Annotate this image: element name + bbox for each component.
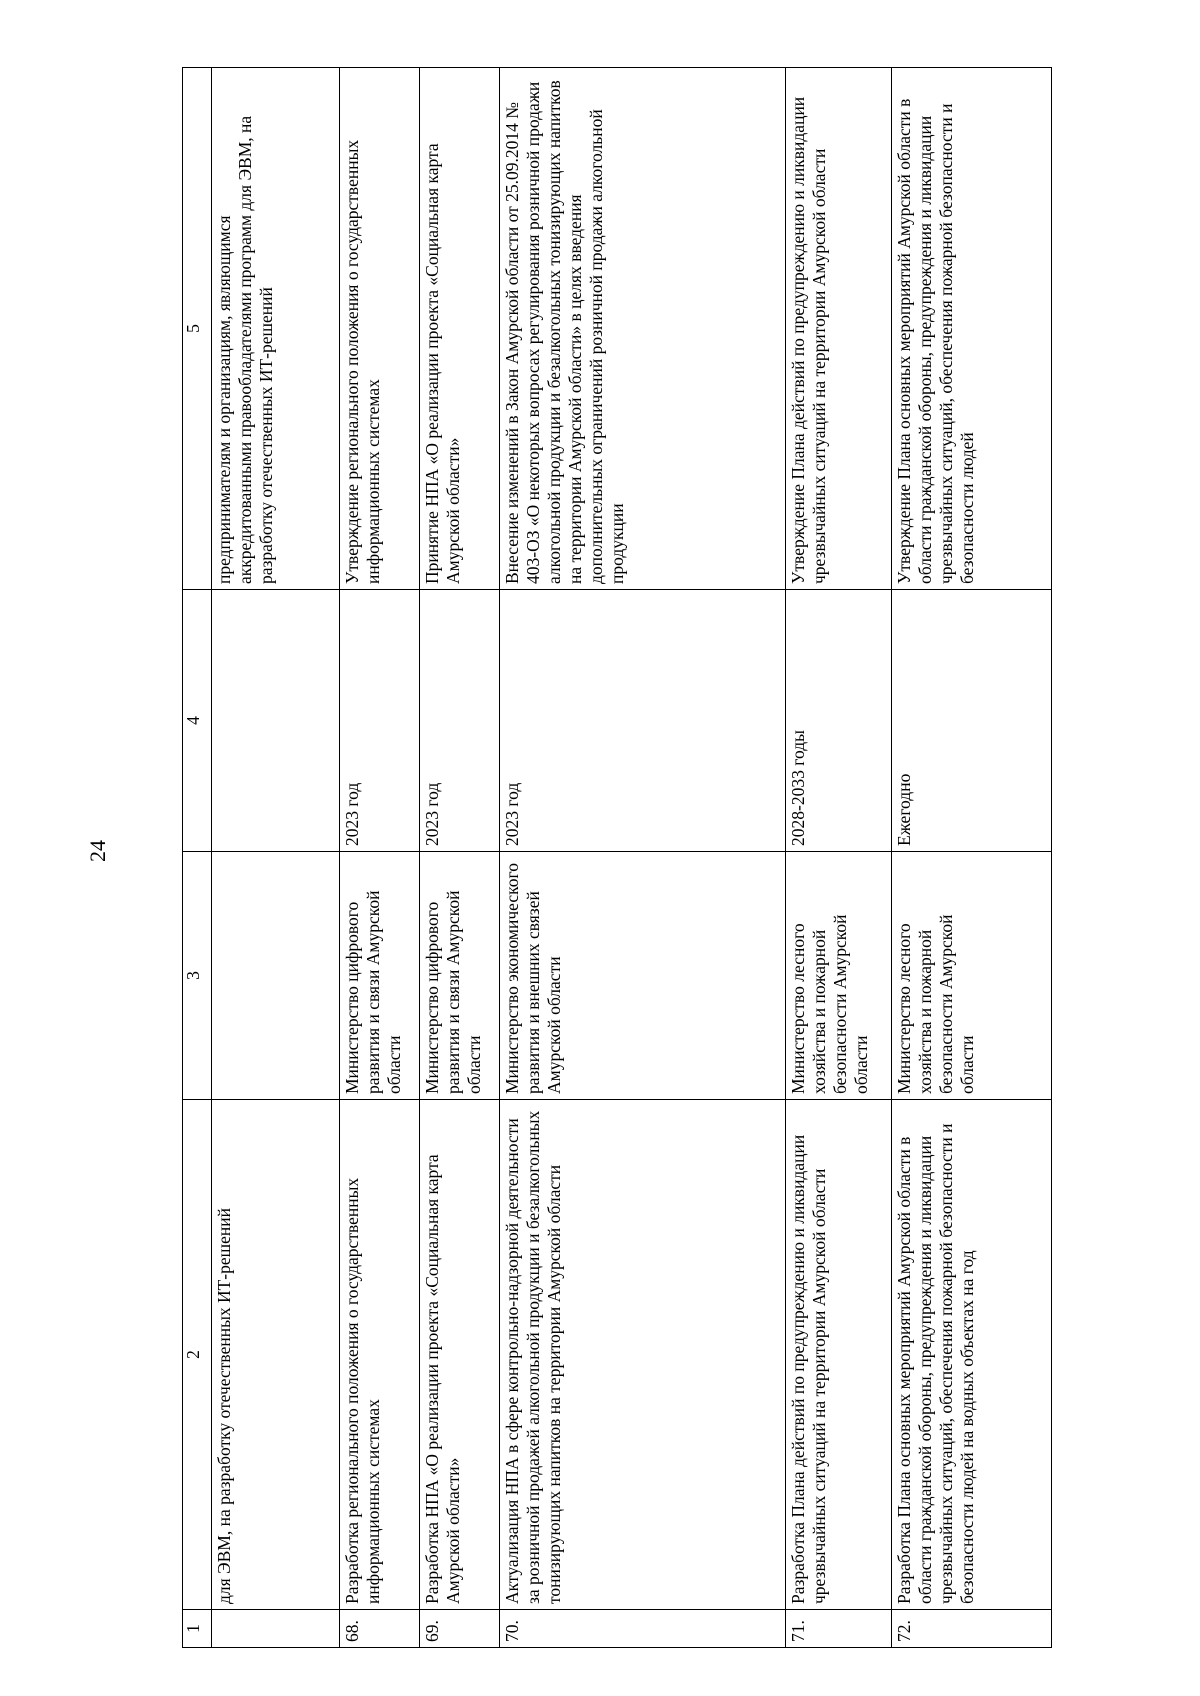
column-number: 4: [183, 590, 212, 852]
table-row: [892, 68, 1052, 1648]
column-number: 1: [183, 1610, 212, 1648]
task-cell: Разработка Плана действий по предупреждению и ликвидации чрезвычайных ситуаций на территории Амурской области: [786, 1100, 892, 1610]
executor-cell: Министерство цифрового развития и связи Амурской области: [340, 852, 420, 1100]
table-row: [786, 68, 892, 1648]
task-cell: Разработка НПА «О реализации проекта «Социальная карта Амурской области»: [420, 1100, 500, 1610]
row-number: 68.: [340, 1610, 420, 1648]
table-row: [212, 68, 340, 1648]
term-cell: 2023 год: [500, 590, 786, 852]
term-cell: 2028-2033 годы: [786, 590, 892, 852]
term-cell: Ежегодно: [892, 590, 1052, 852]
table-row: [340, 68, 420, 1648]
result-cell: Утверждение Плана основных мероприятий Амурской области в области гражданской обороны, предупреждения и ликвидации чрезвычайных ситуаций, обеспечения пожарной безопасности и безопасности людей: [892, 68, 1052, 590]
row-number: 71.: [786, 1610, 892, 1648]
executor-cell: Министерство лесного хозяйства и пожарной безопасности Амурской области: [892, 852, 1052, 1100]
executor-cell: Министерство лесного хозяйства и пожарной безопасности Амурской области: [786, 852, 892, 1100]
result-cell: Внесение изменений в Закон Амурской области от 25.09.2014 № 403-ОЗ «О некоторых вопросах регулирования розничной продажи алкогольной продукции и безалкогольных тонизирующих напитков на территории Амурской области» в целях введения дополнительных ограничений розничной продажи алкогольной продукции: [500, 68, 786, 590]
table-row: [500, 68, 786, 1648]
result-cell: Утверждение регионального положения о государственных информационных системах: [340, 68, 420, 590]
plan-table: [182, 67, 1052, 1648]
task-cell: Разработка Плана основных мероприятий Амурской области в области гражданской обороны, предупреждения и ликвидации чрезвычайных ситуаций, обеспечения пожарной безопасности и безопасности людей на водных объектах на год: [892, 1100, 1052, 1610]
term-cell: 2023 год: [420, 590, 500, 852]
table-row: [420, 68, 500, 1648]
result-cell: предпринимателям и организациям, являющимся аккредитованными правообладателями программ для ЭВМ, на разработку отечественных ИТ-решений: [212, 68, 340, 590]
task-cell: для ЭВМ, на разработку отечественных ИТ-решений: [212, 1100, 340, 1610]
term-cell: [212, 590, 340, 852]
rotated-table-region: [182, 68, 1132, 1648]
executor-cell: Министерство цифрового развития и связи Амурской области: [420, 852, 500, 1100]
column-number: 3: [183, 852, 212, 1100]
column-number-row: [183, 68, 212, 1648]
result-cell: Утверждение Плана действий по предупреждению и ликвидации чрезвычайных ситуаций на территории Амурской области: [786, 68, 892, 590]
task-cell: Разработка регионального положения о государственных информационных системах: [340, 1100, 420, 1610]
executor-cell: [212, 852, 340, 1100]
column-number: 5: [183, 68, 212, 590]
row-number: [212, 1610, 340, 1648]
column-number: 2: [183, 1100, 212, 1610]
term-cell: 2023 год: [340, 590, 420, 852]
row-number: 69.: [420, 1610, 500, 1648]
row-number: 70.: [500, 1610, 786, 1648]
landscape-table-container: [182, 68, 1132, 1648]
page-number: 24: [85, 840, 110, 862]
row-number: 72.: [892, 1610, 1052, 1648]
executor-cell: Министерство экономического развития и внешних связей Амурской области: [500, 852, 786, 1100]
result-cell: Принятие НПА «О реализации проекта «Социальная карта Амурской области»: [420, 68, 500, 590]
task-cell: Актуализация НПА в сфере контрольно-надзорной деятельности за розничной продажей алкогольной продукции и безалкогольных тонизирующих напитков на территории Амурской области: [500, 1100, 786, 1610]
